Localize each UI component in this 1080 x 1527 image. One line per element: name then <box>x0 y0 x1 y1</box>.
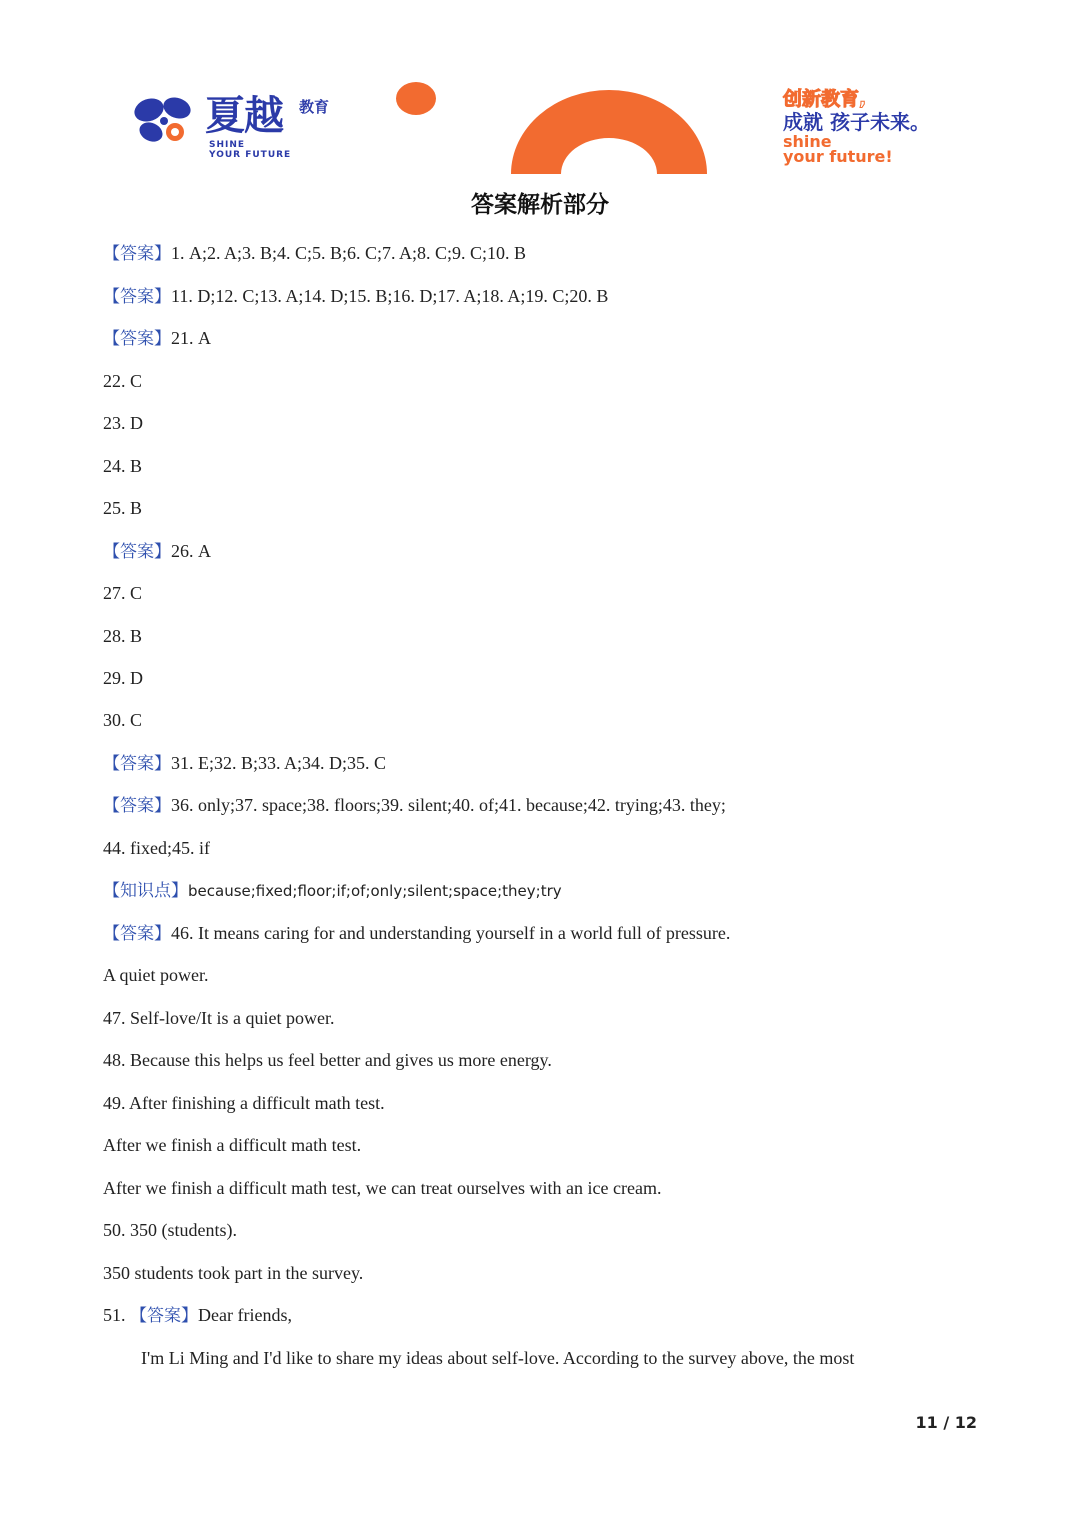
answer-line-29: 29. D <box>103 668 143 688</box>
page-number: 11 / 12 <box>915 1413 977 1432</box>
answer-line-31-35 <box>103 751 386 776</box>
answer-line-48: 48. Because this helps us feel better and gives us more energy. <box>103 1050 552 1070</box>
knowledge-tag: 【知识点】 <box>103 881 188 901</box>
knowledge-points <box>103 878 562 903</box>
slogan-line-1: 创新教育, <box>783 88 867 110</box>
answer-text: 11. D;12. C;13. A;14. D;15. B;16. D;17. A;18. A;19. C;20. B <box>171 286 609 306</box>
answer-tag: 【答案】 <box>103 287 171 307</box>
answer-line-51 <box>103 1303 292 1328</box>
answer-text: 46. It means caring for and understanding yourself in a world full of pressure. <box>171 923 731 943</box>
answer-line-49: 49. After finishing a difficult math test. <box>103 1093 385 1113</box>
answer-text: 36. only;37. space;38. floors;39. silent;40. of;41. because;42. trying;43. they; <box>171 795 726 815</box>
answer-line-11-20 <box>103 284 608 309</box>
slogan <box>783 88 930 164</box>
answer-line-22: 22. C <box>103 371 143 391</box>
answer-line-25: 25. B <box>103 498 143 518</box>
answer-line-46 <box>103 921 730 946</box>
brand-name: 夏越 <box>205 93 283 139</box>
brand-tagline-line-2: YOUR FUTURE <box>209 150 292 160</box>
page-header <box>0 0 1080 185</box>
page-title: 答案解析部分 <box>471 192 609 218</box>
slogan-line-2: 成就 孩子未来。 <box>783 110 930 134</box>
butterfly-icon <box>133 94 197 150</box>
knowledge-text: because;fixed;floor;if;of;only;silent;space;they;try <box>188 882 562 900</box>
answer-line-36-43 <box>103 793 726 818</box>
slogan-line-3: shine <box>783 132 832 151</box>
answer-line-50-alt: 350 students took part in the survey. <box>103 1263 364 1283</box>
arch-decoration <box>509 90 709 176</box>
answer-line-46-alt: A quiet power. <box>103 965 209 985</box>
question-number: 51. <box>103 1305 130 1325</box>
answer-tag: 【答案】 <box>103 754 171 774</box>
answer-line-27: 27. C <box>103 583 143 603</box>
answer-text: 31. E;32. B;33. A;34. D;35. C <box>171 753 387 773</box>
answer-line-49-alt-2: After we finish a difficult math test, we can treat ourselves with an ice cream. <box>103 1178 662 1198</box>
answer-tag: 【答案】 <box>130 1306 198 1326</box>
slogan-line-4: your future! <box>783 147 893 166</box>
brand-subtitle: 教育 <box>299 98 330 116</box>
answer-text: Dear friends, <box>198 1305 292 1325</box>
answer-line-30: 30. C <box>103 710 143 730</box>
answer-line-44-45: 44. fixed;45. if <box>103 838 210 858</box>
answer-tag: 【答案】 <box>103 329 171 349</box>
answer-tag: 【答案】 <box>103 244 171 264</box>
answer-line-28: 28. B <box>103 626 143 646</box>
answer-text: 21. A <box>171 328 211 348</box>
essay-paragraph: I'm Li Ming and I'd like to share my ideas about self-love. According to the survey above, the most <box>141 1348 855 1368</box>
answer-line-50: 50. 350 (students). <box>103 1220 237 1240</box>
answer-line-24: 24. B <box>103 456 143 476</box>
answer-line-23: 23. D <box>103 413 143 433</box>
brand-logo <box>133 88 353 168</box>
answer-line-49-alt-1: After we finish a difficult math test. <box>103 1135 362 1155</box>
answer-line-47: 47. Self-love/It is a quiet power. <box>103 1008 335 1028</box>
answer-line-1-10 <box>103 241 526 266</box>
answer-tag: 【答案】 <box>103 796 171 816</box>
answer-tag: 【答案】 <box>103 542 171 562</box>
answer-tag: 【答案】 <box>103 924 171 944</box>
brand-tagline <box>209 140 291 160</box>
answer-line-21 <box>103 326 211 351</box>
answer-text: 26. A <box>171 541 211 561</box>
orange-dot-decoration <box>396 82 436 115</box>
answer-text: 1. A;2. A;3. B;4. C;5. B;6. C;7. A;8. C;9. C;10. B <box>171 243 527 263</box>
answer-line-26 <box>103 539 211 564</box>
brand-tagline-line-1: SHINE <box>209 140 246 150</box>
